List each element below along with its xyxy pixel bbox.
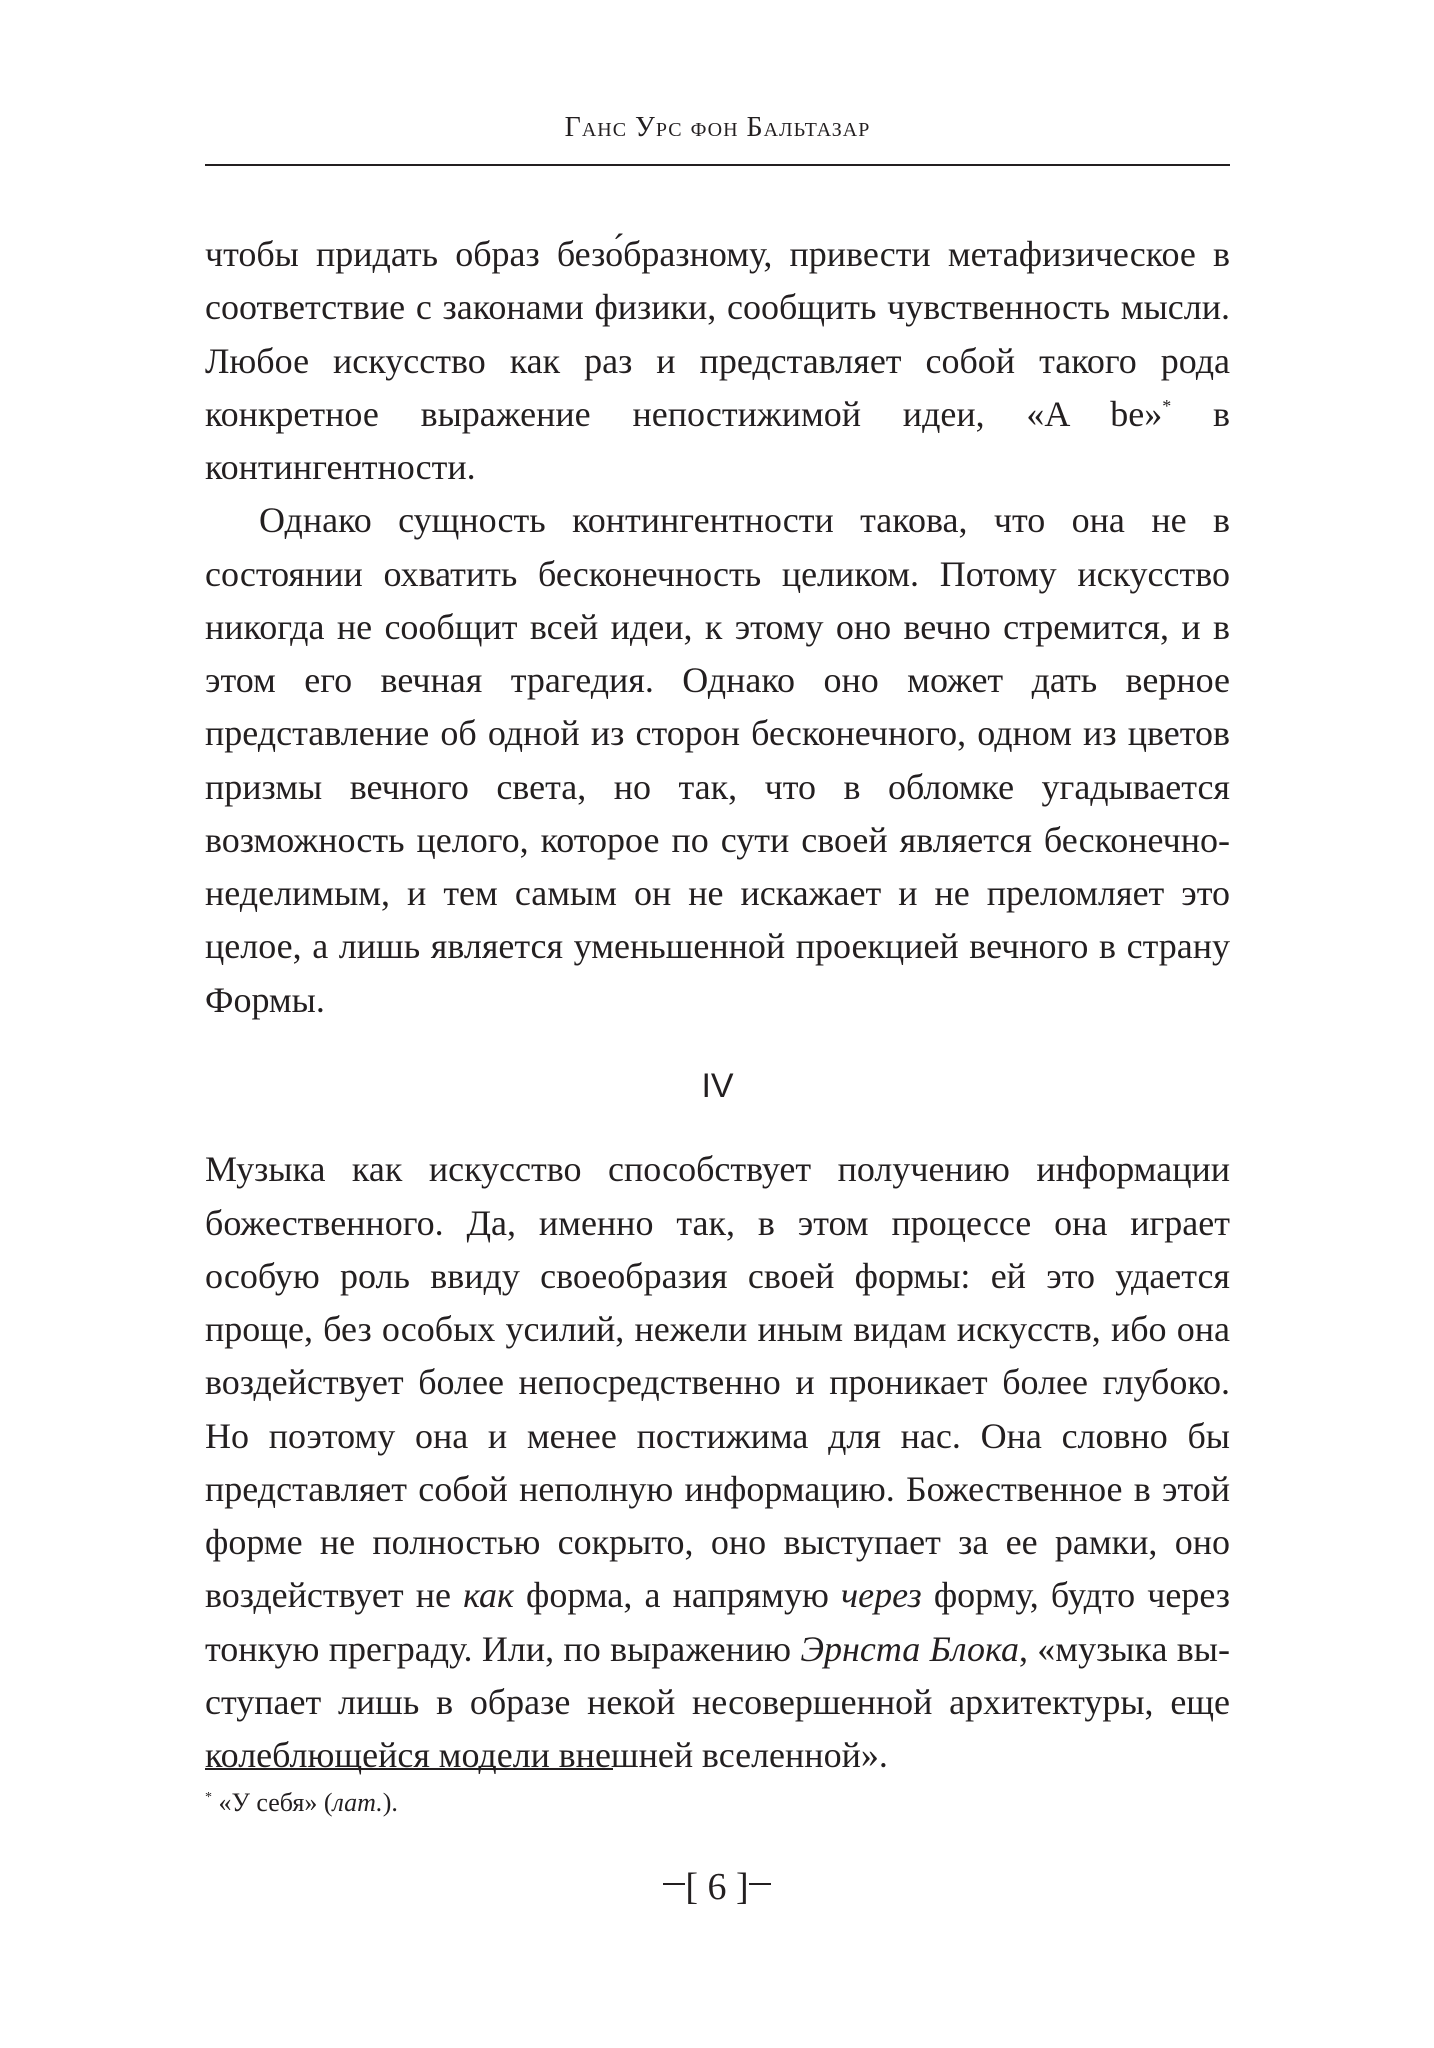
footnote: [205, 1786, 1230, 1820]
italic-ernst-bloch: Эрнста Блока: [800, 1628, 1019, 1669]
header-rule: [205, 164, 1230, 166]
paragraph-1-text-a: чтобы придать образ безо́бразному, привести метафизическое в соответствие с законами физики, сообщить чувственность мысли. Любое искусство как раз и представляет собой такого рода конкретное выражение непостижимой идеи, «A be»: [205, 234, 1230, 434]
page-number-folio: [0, 1868, 1434, 1906]
paragraph-2: Однако сущность контингентности такова, что она не в состоянии охватить бесконечность целиком. Потому искусство никогда не сообщит всей идеи, к этому оно вечно стремится, и в этом его вечная трагедия. Однако оно может дать верное представление об одной из сторон бесконечного, одном из цветов призмы вечного света, но так, что в обломке угадывается возможность целого, которое по сути своей является бесконечно-неделимым, и тем самым он не искажает и не преломляет это целое, а лишь является уменьшенной проекцией вечного в страну Формы.: [205, 500, 1230, 1020]
paragraph-3-seg-1: Музыка как искусство способствует получению информации божественного. Да, именно так, в этом процессе она играет особую роль ввиду своеобразия своей формы: ей это удается проще, без особых усилий, нежели иным видам искусств, ибо она воздействует более непосредственно и проникает более глубоко. Но поэтому она и менее постижима для нас. Она словно бы представляет собой неполную информацию. Божественное в этой форме не полностью сокрыто, оно выступает за ее рамки, оно воздействует не: [205, 1149, 1230, 1616]
footnote-italic: лат.: [332, 1788, 383, 1817]
footnote-rule: [205, 1768, 613, 1770]
italic-kak: как: [463, 1575, 514, 1616]
paragraph-3-seg-4: , «музыка выступает лишь в образе некой несовершенной архитектуры, еще колеблющейся модели внешней вселенной».: [205, 1628, 1230, 1776]
folio-right-dash: [749, 1883, 771, 1885]
paragraph-1-text-b: в контингентности.: [205, 393, 1231, 488]
main-text: [205, 228, 1230, 1782]
footnote-reference: *: [1162, 395, 1172, 416]
paragraph-3-seg-3: форму, будто через тонкую преграду. Или, по выражению: [205, 1575, 1231, 1669]
running-head-author: Ганс Урс фон Бальтазар: [564, 112, 871, 143]
paragraph-3: [205, 1143, 1230, 1782]
page-number: 6: [707, 1866, 727, 1908]
italic-cherez: через: [840, 1575, 922, 1616]
folio-left-dash: [663, 1883, 685, 1885]
folio-left-bracket: [: [685, 1866, 698, 1908]
paragraph-1: [205, 228, 1230, 494]
folio-right-bracket: ]: [736, 1866, 749, 1908]
footnote-text-a: «У себя» (: [212, 1788, 333, 1817]
paragraph-3-seg-2: форма, а напрямую: [513, 1575, 841, 1616]
footnote-text-b: ).: [382, 1788, 398, 1817]
section-heading: IV: [701, 1066, 734, 1105]
footnote-marker: *: [205, 1790, 212, 1805]
